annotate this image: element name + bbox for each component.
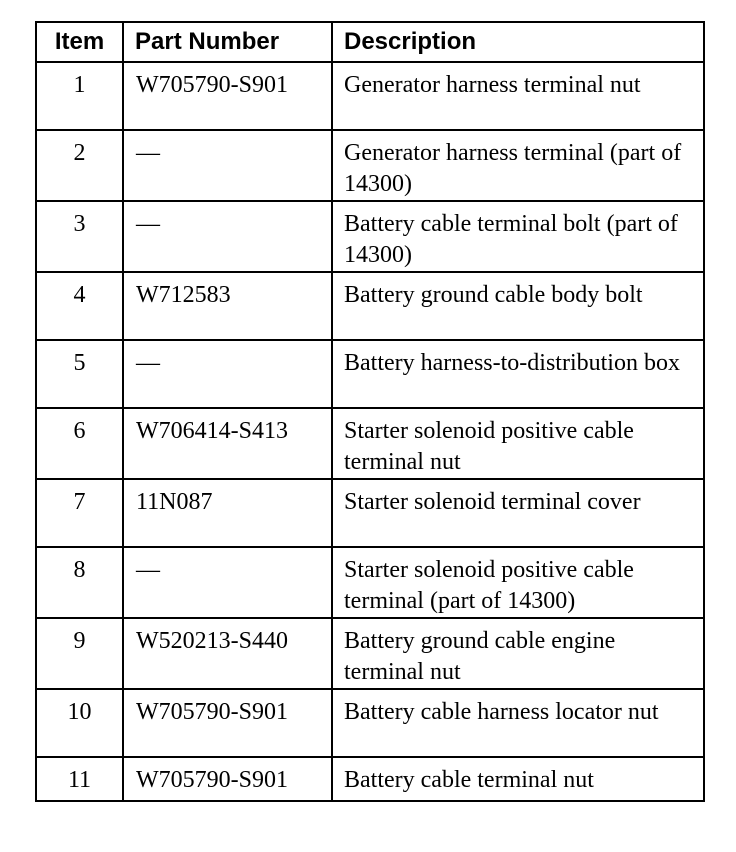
item-number: 5 [36,340,123,408]
table-row [36,689,704,757]
item-number: 3 [36,201,123,272]
part-description: Battery ground cable engine terminal nut [332,618,704,689]
part-number: — [123,340,332,408]
part-number: W705790-S901 [123,62,332,130]
table-row [36,340,704,408]
header-row [36,22,704,62]
part-description: Starter solenoid terminal cover [332,479,704,547]
table-row [36,479,704,547]
table-row [36,130,704,201]
item-number: 11 [36,757,123,801]
part-description: Battery ground cable body bolt [332,272,704,340]
table-row [36,408,704,479]
part-description: Battery harness-to-distribution box [332,340,704,408]
part-number: — [123,130,332,201]
part-number: 11N087 [123,479,332,547]
table-row [36,757,704,801]
part-description: Starter solenoid positive cable terminal (part of 14300) [332,547,704,618]
header-item: Item [36,22,123,62]
part-description: Battery cable harness locator nut [332,689,704,757]
part-number: — [123,201,332,272]
part-number: W520213-S440 [123,618,332,689]
table-row [36,272,704,340]
part-number: — [123,547,332,618]
part-number: W705790-S901 [123,689,332,757]
part-number: W712583 [123,272,332,340]
part-description: Battery cable terminal bolt (part of 14300) [332,201,704,272]
table-row [36,201,704,272]
item-number: 1 [36,62,123,130]
part-description: Generator harness terminal (part of 14300) [332,130,704,201]
part-number: W705790-S901 [123,757,332,801]
item-number: 4 [36,272,123,340]
item-number: 6 [36,408,123,479]
part-description: Starter solenoid positive cable terminal nut [332,408,704,479]
item-number: 7 [36,479,123,547]
header-description: Description [332,22,704,62]
item-number: 2 [36,130,123,201]
table-row [36,618,704,689]
part-description: Generator harness terminal nut [332,62,704,130]
header-part-number: Part Number [123,22,332,62]
table-row [36,547,704,618]
item-number: 10 [36,689,123,757]
parts-table [35,21,705,802]
item-number: 8 [36,547,123,618]
part-number: W706414-S413 [123,408,332,479]
item-number: 9 [36,618,123,689]
table-row [36,62,704,130]
part-description: Battery cable terminal nut [332,757,704,801]
